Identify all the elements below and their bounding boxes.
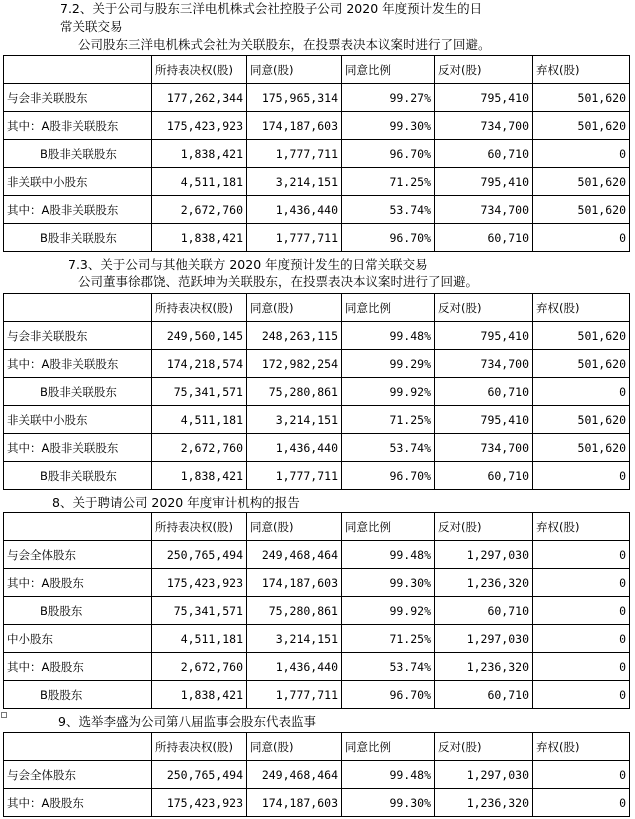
table-row — [4, 140, 630, 168]
section-8-table — [3, 512, 630, 709]
table-header-row — [4, 733, 630, 761]
column-header: 同意(股) — [247, 56, 342, 84]
value-cell: 0 — [533, 625, 630, 653]
value-cell: 175,423,923 — [152, 789, 247, 817]
value-cell: 734,700 — [435, 196, 533, 224]
section-8-heading: 8、关于聘请公司 2020 年度审计机构的报告 — [52, 495, 300, 510]
value-cell: 734,700 — [435, 350, 533, 378]
value-cell: 0 — [533, 224, 630, 252]
value-cell: 0 — [533, 681, 630, 709]
column-header: 同意(股) — [247, 733, 342, 761]
column-header: 所持表决权(股) — [152, 294, 247, 322]
value-cell: 1,436,440 — [247, 653, 342, 681]
value-cell: 249,468,464 — [247, 761, 342, 789]
header-blank-cell — [4, 733, 152, 761]
value-cell: 2,672,760 — [152, 434, 247, 462]
row-label: 非关联中小股东 — [4, 168, 152, 196]
value-cell: 249,468,464 — [247, 541, 342, 569]
value-cell: 1,297,030 — [435, 761, 533, 789]
column-header: 弃权(股) — [533, 294, 630, 322]
value-cell: 4,511,181 — [152, 168, 247, 196]
value-cell: 1,838,421 — [152, 462, 247, 490]
row-label: 其中：A股非关联股东 — [4, 112, 152, 140]
value-cell: 1,297,030 — [435, 625, 533, 653]
value-cell: 99.92% — [342, 378, 435, 406]
row-label: 与会非关联股东 — [4, 322, 152, 350]
table-row — [4, 761, 630, 789]
value-cell: 249,560,145 — [152, 322, 247, 350]
value-cell: 99.30% — [342, 789, 435, 817]
header-blank-cell — [4, 56, 152, 84]
value-cell: 60,710 — [435, 597, 533, 625]
value-cell: 795,410 — [435, 322, 533, 350]
row-label: 其中：A股非关联股东 — [4, 434, 152, 462]
value-cell: 0 — [533, 789, 630, 817]
value-cell: 0 — [533, 541, 630, 569]
value-cell: 53.74% — [342, 196, 435, 224]
table-row — [4, 224, 630, 252]
table-row — [4, 681, 630, 709]
table-row — [4, 541, 630, 569]
value-cell: 174,187,603 — [247, 569, 342, 597]
value-cell: 175,965,314 — [247, 84, 342, 112]
value-cell: 795,410 — [435, 84, 533, 112]
table-row — [4, 112, 630, 140]
value-cell: 734,700 — [435, 434, 533, 462]
value-cell: 1,297,030 — [435, 541, 533, 569]
anchor-marker-icon — [1, 712, 7, 718]
value-cell: 60,710 — [435, 462, 533, 490]
table-row — [4, 462, 630, 490]
value-cell: 99.48% — [342, 761, 435, 789]
value-cell: 2,672,760 — [152, 196, 247, 224]
table-header-row — [4, 56, 630, 84]
value-cell: 99.27% — [342, 84, 435, 112]
value-cell: 75,341,571 — [152, 378, 247, 406]
row-label: B股非关联股东 — [4, 462, 152, 490]
value-cell: 75,280,861 — [247, 378, 342, 406]
value-cell: 99.92% — [342, 597, 435, 625]
section-7-2-heading-line-3: 公司股东三洋电机株式会社为关联股东，在投票表决本议案时进行了回避。 — [78, 37, 491, 52]
table-row — [4, 350, 630, 378]
column-header: 所持表决权(股) — [152, 513, 247, 541]
value-cell: 60,710 — [435, 140, 533, 168]
value-cell: 1,436,440 — [247, 196, 342, 224]
section-9-heading: 9、选举李盛为公司第八届监事会股东代表监事 — [58, 714, 316, 729]
value-cell: 53.74% — [342, 653, 435, 681]
column-header: 所持表决权(股) — [152, 733, 247, 761]
value-cell: 0 — [533, 462, 630, 490]
value-cell: 250,765,494 — [152, 541, 247, 569]
table-row — [4, 322, 630, 350]
value-cell: 1,777,711 — [247, 462, 342, 490]
column-header: 同意(股) — [247, 294, 342, 322]
column-header: 同意比例 — [342, 513, 435, 541]
row-label: B股非关联股东 — [4, 224, 152, 252]
column-header: 所持表决权(股) — [152, 56, 247, 84]
table-row — [4, 653, 630, 681]
row-label: 其中：A股非关联股东 — [4, 350, 152, 378]
section-7-3-heading-line-1: 7.3、关于公司与其他关联方 2020 年度预计发生的日常关联交易 — [68, 257, 428, 272]
value-cell: 501,620 — [533, 322, 630, 350]
column-header: 反对(股) — [435, 733, 533, 761]
value-cell: 795,410 — [435, 406, 533, 434]
column-header: 同意(股) — [247, 513, 342, 541]
value-cell: 4,511,181 — [152, 406, 247, 434]
value-cell: 1,777,711 — [247, 681, 342, 709]
table-row — [4, 434, 630, 462]
row-label: 其中：A股股东 — [4, 653, 152, 681]
value-cell: 96.70% — [342, 462, 435, 490]
value-cell: 174,187,603 — [247, 789, 342, 817]
table-row — [4, 569, 630, 597]
value-cell: 96.70% — [342, 140, 435, 168]
value-cell: 99.48% — [342, 322, 435, 350]
column-header: 同意比例 — [342, 56, 435, 84]
value-cell: 501,620 — [533, 168, 630, 196]
row-label: 其中：A股非关联股东 — [4, 196, 152, 224]
section-7-3-table — [3, 293, 630, 490]
value-cell: 2,672,760 — [152, 653, 247, 681]
table-header-row — [4, 294, 630, 322]
value-cell: 501,620 — [533, 350, 630, 378]
value-cell: 1,436,440 — [247, 434, 342, 462]
row-label: 非关联中小股东 — [4, 406, 152, 434]
value-cell: 0 — [533, 569, 630, 597]
value-cell: 0 — [533, 597, 630, 625]
value-cell: 96.70% — [342, 224, 435, 252]
value-cell: 0 — [533, 653, 630, 681]
value-cell: 1,236,320 — [435, 789, 533, 817]
value-cell: 3,214,151 — [247, 625, 342, 653]
row-label: 其中：A股股东 — [4, 569, 152, 597]
value-cell: 3,214,151 — [247, 168, 342, 196]
value-cell: 174,218,574 — [152, 350, 247, 378]
value-cell: 60,710 — [435, 224, 533, 252]
value-cell: 99.48% — [342, 541, 435, 569]
value-cell: 1,838,421 — [152, 681, 247, 709]
row-label: 其中：A股股东 — [4, 789, 152, 817]
table-row — [4, 789, 630, 817]
value-cell: 172,982,254 — [247, 350, 342, 378]
value-cell: 1,236,320 — [435, 569, 533, 597]
value-cell: 71.25% — [342, 625, 435, 653]
column-header: 弃权(股) — [533, 56, 630, 84]
column-header: 弃权(股) — [533, 513, 630, 541]
value-cell: 1,838,421 — [152, 140, 247, 168]
column-header: 反对(股) — [435, 513, 533, 541]
row-label: 与会非关联股东 — [4, 84, 152, 112]
section-7-3-heading-line-2: 公司董事徐郡饶、范跃坤为关联股东，在投票表决本议案时进行了回避。 — [78, 274, 479, 289]
table-row — [4, 597, 630, 625]
table-row — [4, 168, 630, 196]
value-cell: 175,423,923 — [152, 569, 247, 597]
column-header: 反对(股) — [435, 56, 533, 84]
value-cell: 53.74% — [342, 434, 435, 462]
value-cell: 75,280,861 — [247, 597, 342, 625]
value-cell: 1,777,711 — [247, 224, 342, 252]
value-cell: 71.25% — [342, 406, 435, 434]
value-cell: 501,620 — [533, 84, 630, 112]
value-cell: 175,423,923 — [152, 112, 247, 140]
header-blank-cell — [4, 513, 152, 541]
value-cell: 99.29% — [342, 350, 435, 378]
section-7-2-table — [3, 55, 630, 252]
value-cell: 795,410 — [435, 168, 533, 196]
value-cell: 60,710 — [435, 681, 533, 709]
column-header: 同意比例 — [342, 294, 435, 322]
value-cell: 174,187,603 — [247, 112, 342, 140]
row-label: B股非关联股东 — [4, 140, 152, 168]
value-cell: 501,620 — [533, 406, 630, 434]
value-cell: 99.30% — [342, 569, 435, 597]
table-header-row — [4, 513, 630, 541]
row-label: 与会全体股东 — [4, 761, 152, 789]
table-row — [4, 84, 630, 112]
column-header: 弃权(股) — [533, 733, 630, 761]
value-cell: 0 — [533, 140, 630, 168]
value-cell: 71.25% — [342, 168, 435, 196]
column-header: 反对(股) — [435, 294, 533, 322]
value-cell: 60,710 — [435, 378, 533, 406]
table-row — [4, 196, 630, 224]
value-cell: 250,765,494 — [152, 761, 247, 789]
value-cell: 75,341,571 — [152, 597, 247, 625]
value-cell: 501,620 — [533, 434, 630, 462]
value-cell: 0 — [533, 378, 630, 406]
section-7-2-heading-line-1: 7.2、关于公司与股东三洋电机株式会社控股子公司 2020 年度预计发生的日 — [60, 1, 483, 16]
section-9-table — [3, 732, 630, 817]
column-header: 同意比例 — [342, 733, 435, 761]
row-label: 中小股东 — [4, 625, 152, 653]
value-cell: 1,236,320 — [435, 653, 533, 681]
value-cell: 0 — [533, 761, 630, 789]
value-cell: 734,700 — [435, 112, 533, 140]
value-cell: 96.70% — [342, 681, 435, 709]
value-cell: 248,263,115 — [247, 322, 342, 350]
value-cell: 99.30% — [342, 112, 435, 140]
value-cell: 501,620 — [533, 196, 630, 224]
value-cell: 3,214,151 — [247, 406, 342, 434]
value-cell: 1,838,421 — [152, 224, 247, 252]
row-label: B股非关联股东 — [4, 378, 152, 406]
section-7-2-heading-line-2: 常关联交易 — [60, 19, 123, 34]
header-blank-cell — [4, 294, 152, 322]
value-cell: 501,620 — [533, 112, 630, 140]
table-row — [4, 378, 630, 406]
table-row — [4, 625, 630, 653]
row-label: B股股东 — [4, 597, 152, 625]
table-row — [4, 406, 630, 434]
value-cell: 177,262,344 — [152, 84, 247, 112]
row-label: B股股东 — [4, 681, 152, 709]
value-cell: 4,511,181 — [152, 625, 247, 653]
value-cell: 1,777,711 — [247, 140, 342, 168]
row-label: 与会全体股东 — [4, 541, 152, 569]
